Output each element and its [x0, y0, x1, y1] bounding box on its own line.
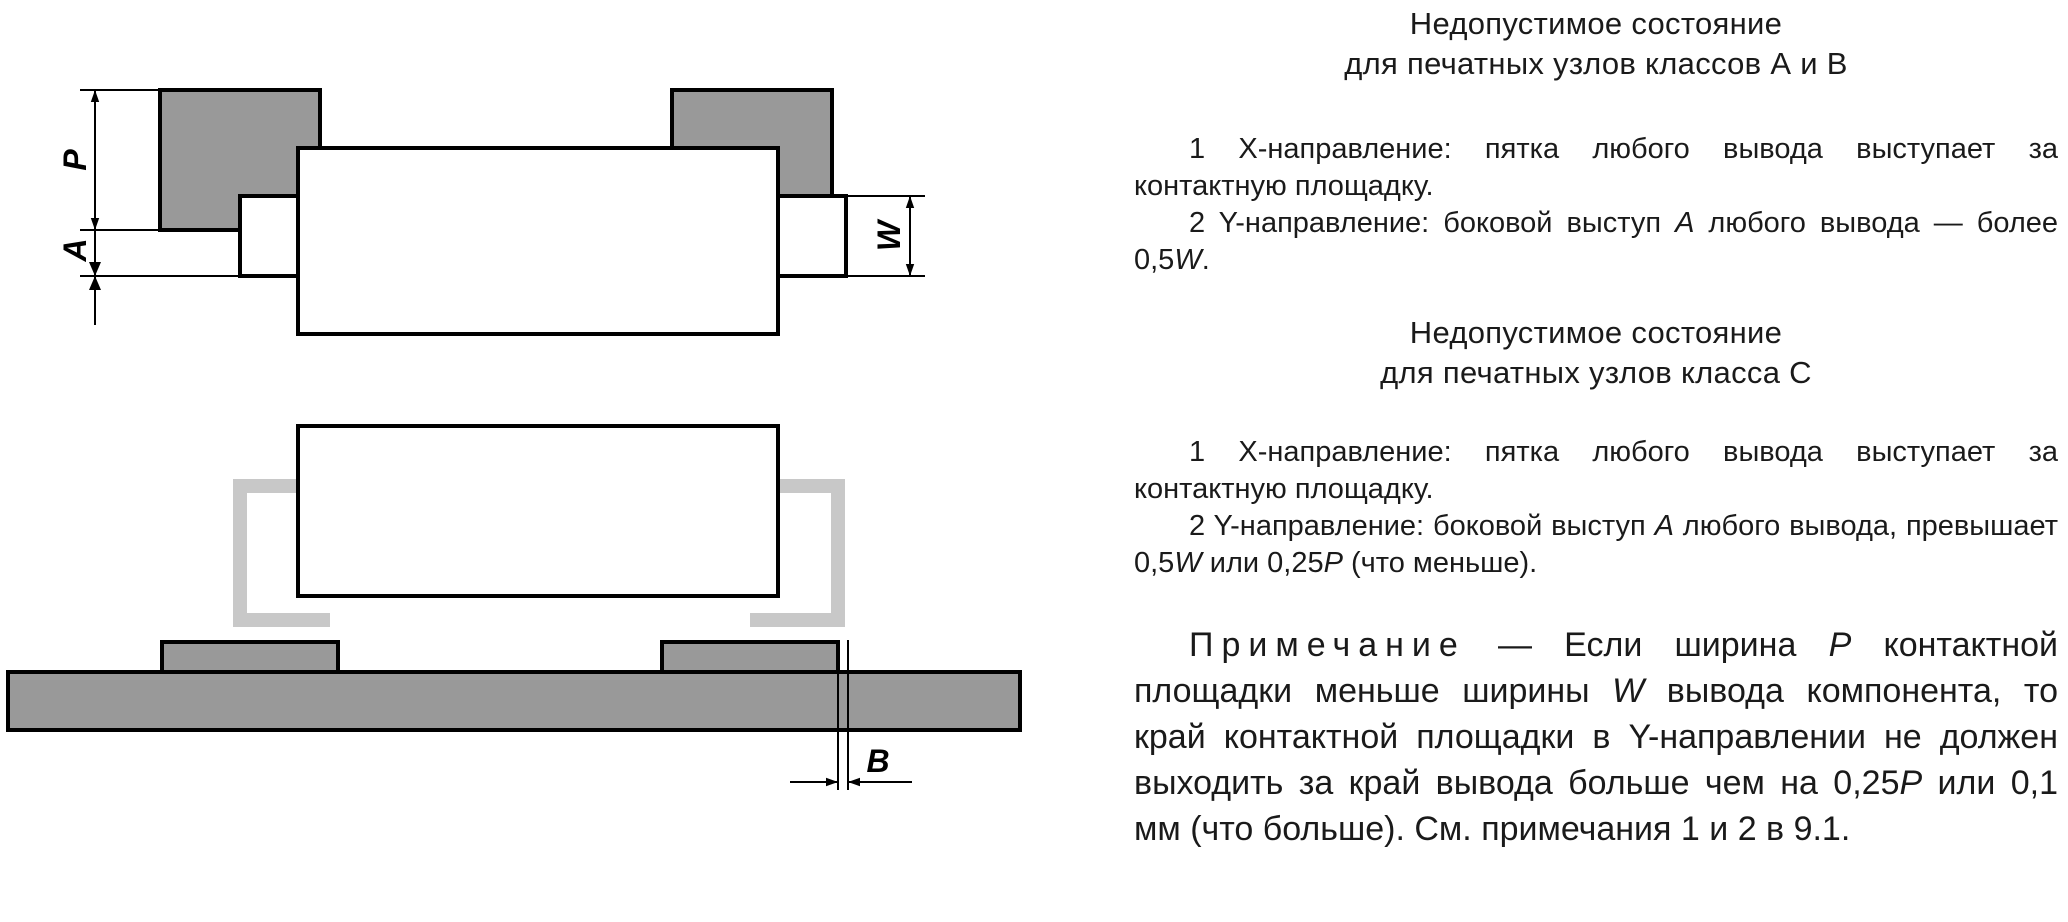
- section1-item2: 2 Y-направление: боковой выступ A любого вывода — более 0,5W.: [1134, 207, 2058, 276]
- section1-heading-line1: Недопустимое состояние: [1409, 6, 1783, 41]
- section1-item1: 1 X-направление: пятка любого вывода выступает за контактную площадку.: [1134, 133, 2058, 202]
- section2-item2: 2 Y-направление: боковой выступ A любого вывода, превышает 0,5W или 0,25P (что меньше).: [1134, 510, 2058, 579]
- top-right-lead: [776, 196, 846, 276]
- section2-item1: 1 X-направление: пятка любого вывода выступает за контактную площадку.: [1134, 436, 2058, 505]
- section2-heading-line1: Недопустимое состояние: [1409, 315, 1783, 350]
- description-column: [1134, 0, 2058, 852]
- side-left-pad: [162, 642, 338, 672]
- side-component-body: [298, 426, 778, 596]
- section2-heading-line2: для печатных узлов класса С: [1380, 355, 1812, 390]
- side-right-pad: [662, 642, 838, 672]
- note-label: Примечание: [1189, 626, 1466, 664]
- label-b: B: [866, 743, 890, 779]
- top-left-lead: [240, 196, 300, 276]
- label-w: W: [871, 220, 907, 252]
- section1-heading-line2: для печатных узлов классов А и В: [1344, 46, 1848, 81]
- note-paragraph: Примечание — Если ширина P контактной площадки меньше ширины W вывода компонента, то край контактной площадки в Y-направлении не должен выходить за край вывода больше чем на 0,25P или 0,1 мм (что больше). См. примечания 1 и 2 в 9.1.: [1134, 626, 2058, 848]
- pcb-board: [8, 672, 1020, 730]
- label-p: P: [57, 149, 93, 171]
- top-component-body: [298, 148, 778, 334]
- label-a: A: [57, 238, 93, 262]
